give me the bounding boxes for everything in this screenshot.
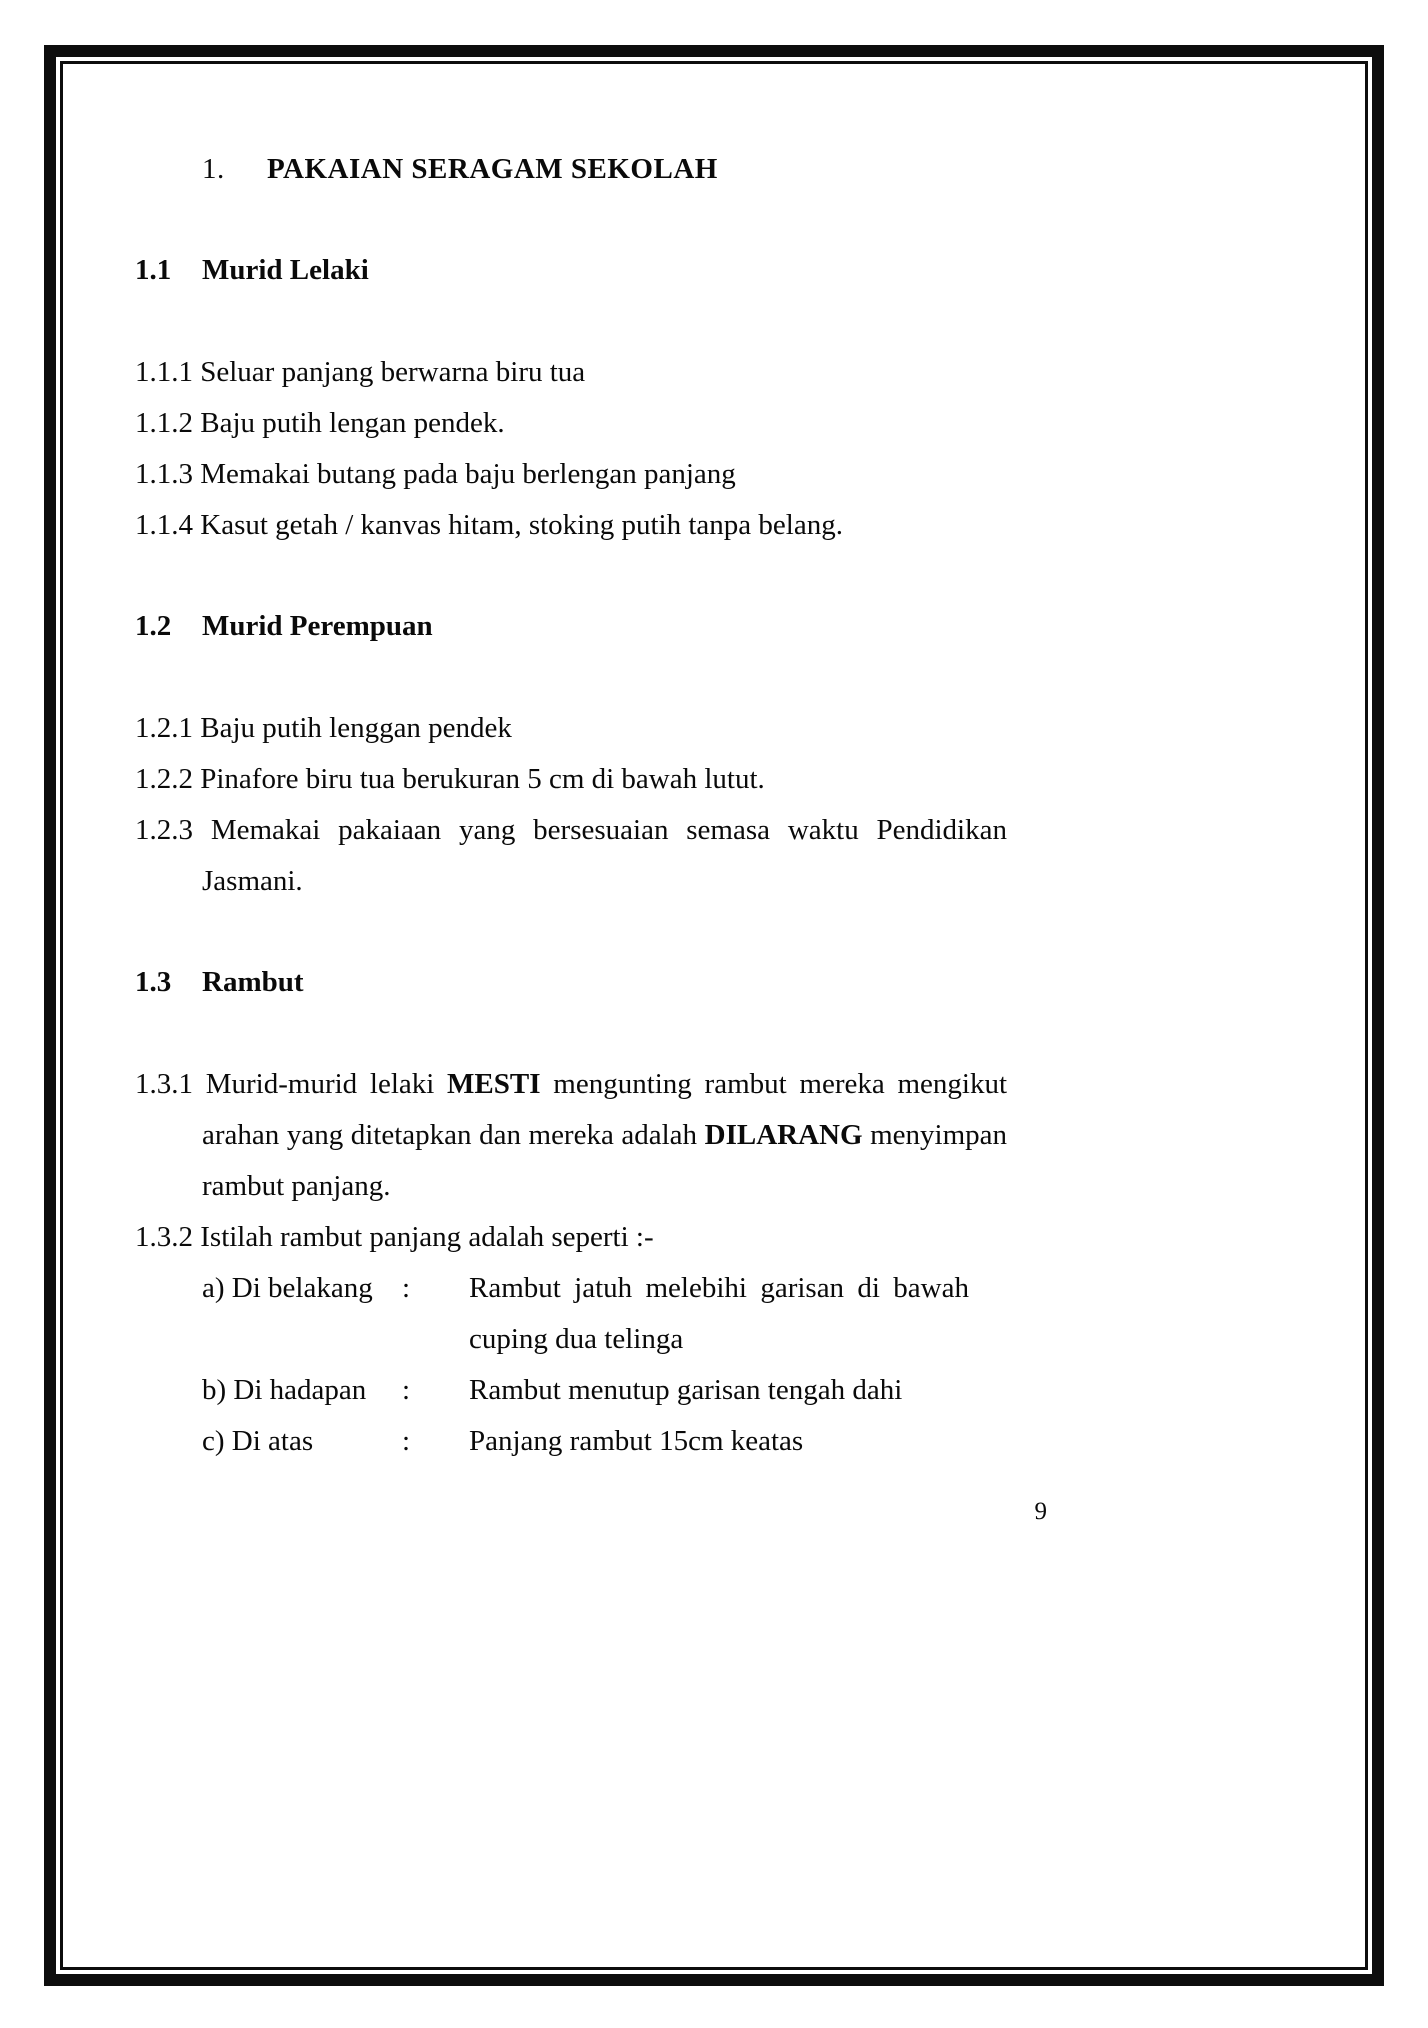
emphasized-word-mesti: MESTI [447,1068,541,1100]
sub-item-text: Rambut menutup garisan tengah dahi [469,1374,903,1406]
item-number: 1.1.2 [135,407,193,439]
sub-item-label: a) Di belakang [202,1272,373,1304]
sub-item-b [202,1365,1007,1416]
section-3-items [135,1059,1007,1467]
document-title [202,144,1007,195]
item-text: Istilah rambut panjang adalah seperti :- [200,1221,654,1253]
sub-item-c [202,1416,1007,1467]
item-text-part: Murid-murid lelaki [205,1068,448,1100]
section-number-1-2: 1.2 [135,610,172,642]
section-number-1-1: 1.1 [135,254,172,286]
sub-item-a [202,1263,1007,1365]
item-text: Memakai pakaiaan yang bersesuaian semasa waktu Pendidikan Jasmani. [202,814,1007,897]
list-item-1-1-2 [135,398,1007,449]
list-item-1-1-4 [135,500,1007,551]
document-content [63,64,1047,1527]
item-number: 1.2.3 [135,814,193,846]
list-item-1-2-3 [135,805,1007,907]
section-title-1-2: Murid Perempuan [202,610,433,642]
item-number: 1.1.4 [135,509,193,541]
item-text: Pinafore biru tua berukuran 5 cm di bawah lutut. [200,763,765,795]
list-item-1-2-2 [135,754,1007,805]
section-title-1-1: Murid Lelaki [202,254,369,286]
item-text: Baju putih lengan pendek. [200,407,505,439]
item-text-part: mengunting rambut mereka mengikut arahan yang ditetapkan dan mereka adalah [202,1068,1008,1151]
page-border-inner [60,61,1368,1970]
sub-item-text: Rambut jatuh melebihi garisan di bawah cuping dua telinga [469,1272,969,1355]
list-item-1-1-3 [135,449,1007,500]
item-text: Seluar panjang berwarna biru tua [200,356,586,388]
list-item-1-3-1 [135,1059,1007,1212]
emphasized-word-dilarang: DILARANG [704,1119,863,1151]
document-title-text: PAKAIAN SERAGAM SEKOLAH [267,153,718,185]
sub-item-label: b) Di hadapan [202,1374,367,1406]
section-heading-1-2 [135,601,1007,652]
item-text: Baju putih lenggan pendek [200,712,512,744]
item-text: Kasut getah / kanvas hitam, stoking putih tanpa belang. [200,509,843,541]
section-2-items [135,703,1007,907]
sub-item-label: c) Di atas [202,1425,314,1457]
item-text: Memakai butang pada baju berlengan panjang [200,458,736,490]
list-item-1-2-1 [135,703,1007,754]
section-heading-1-1 [135,245,1007,296]
section-1-items [135,347,1007,551]
item-number: 1.2.1 [135,712,193,744]
item-number: 1.1.1 [135,356,193,388]
sub-item-separator: : [402,1272,411,1304]
item-text-part: menyimpan rambut panjang. [202,1119,1007,1202]
section-heading-1-3 [135,957,1007,1008]
document-title-number: 1. [202,153,225,185]
section-title-1-3: Rambut [202,966,304,998]
page-border-outer [44,45,1384,1986]
list-item-1-3-2 [135,1212,1007,1263]
sub-item-separator: : [402,1374,411,1406]
item-number: 1.3.2 [135,1221,193,1253]
item-number: 1.1.3 [135,458,193,490]
section-number-1-3: 1.3 [135,966,172,998]
sub-item-text: Panjang rambut 15cm keatas [469,1425,804,1457]
item-number: 1.3.1 [135,1068,193,1100]
page-number: 9 [1034,1498,1047,1525]
item-number: 1.2.2 [135,763,193,795]
list-item-1-1-1 [135,347,1007,398]
sub-item-separator: : [402,1425,411,1457]
